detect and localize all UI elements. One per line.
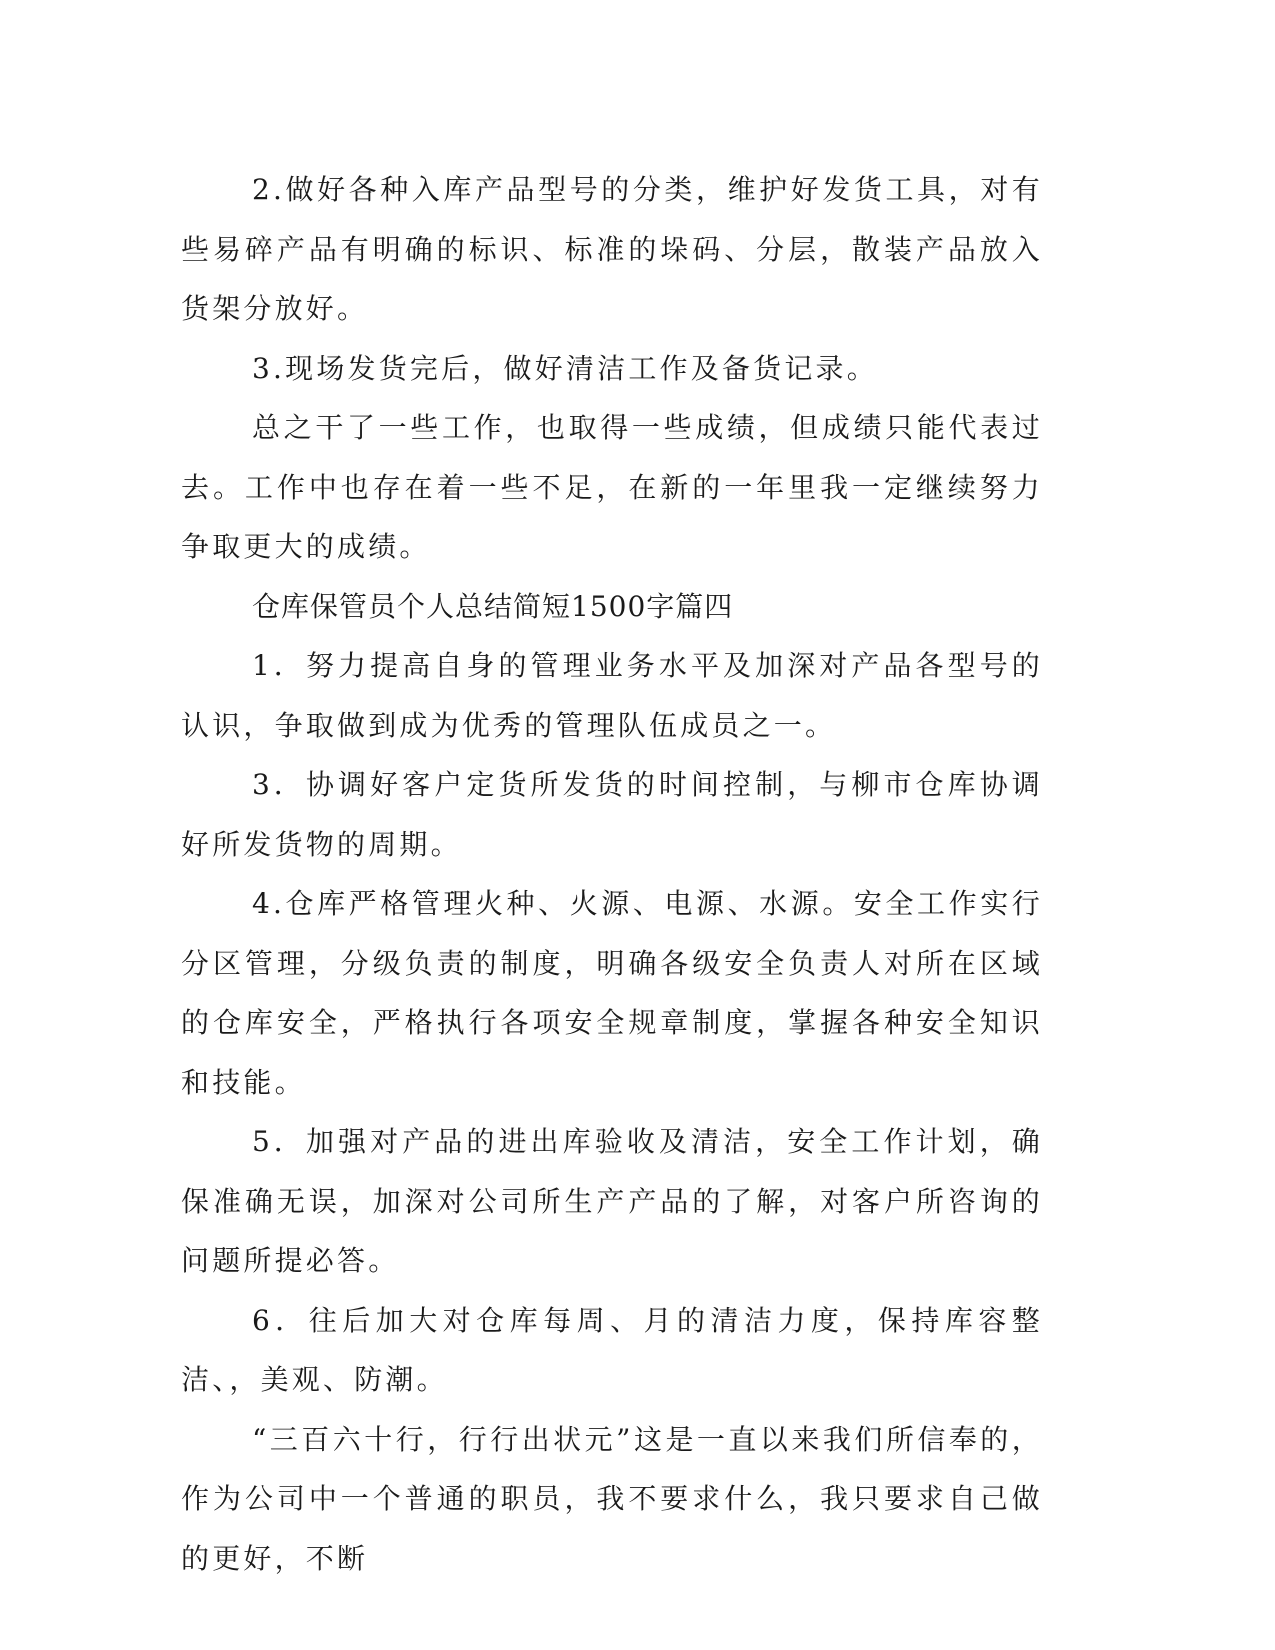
paragraph-summary: 总之干了一些工作，也取得一些成绩，但成绩只能代表过去。工作中也存在着一些不足，在新的一年里我一定继续努力争取更大的成绩。	[181, 411, 1043, 563]
paragraph-plan-6: 6．往后加大对仓库每周、月的清洁力度，保持库容整洁、，美观、防潮。	[181, 1303, 1043, 1396]
paragraph-closing: “三百六十行，行行出状元”这是一直以来我们所信奉的，作为公司中一个普通的职员，我不要求什么，我只要求自己做的更好，不断	[181, 1422, 1043, 1575]
paragraph-item-2: 2.做好各种入库产品型号的分类，维护好发货工具，对有些易碎产品有明确的标识、标准的垛码、分层，散装产品放入货架分放好。	[181, 173, 1043, 325]
document-body	[181, 160, 1043, 1588]
paragraph-plan-1: 1．努力提高自身的管理业务水平及加深对产品各型号的认识，争取做到成为优秀的管理队伍成员之一。	[181, 649, 1043, 742]
paragraph-item-3: 3.现场发货完后，做好清洁工作及备货记录。	[252, 351, 878, 385]
paragraph-plan-4: 4.仓库严格管理火种、火源、电源、水源。安全工作实行分区管理，分级负责的制度，明确各级安全负责人对所在区域的仓库安全，严格执行各项安全规章制度，掌握各种安全知识和技能。	[181, 887, 1043, 1099]
paragraph-plan-5: 5．加强对产品的进出库验收及清洁，安全工作计划，确保准确无误，加深对公司所生产产品的了解，对客户所咨询的问题所提必答。	[181, 1125, 1043, 1277]
section-heading: 仓库保管员个人总结简短1500字篇四	[252, 589, 734, 623]
paragraph-plan-3: 3．协调好客户定货所发货的时间控制，与柳市仓库协调好所发货物的周期。	[181, 768, 1043, 861]
